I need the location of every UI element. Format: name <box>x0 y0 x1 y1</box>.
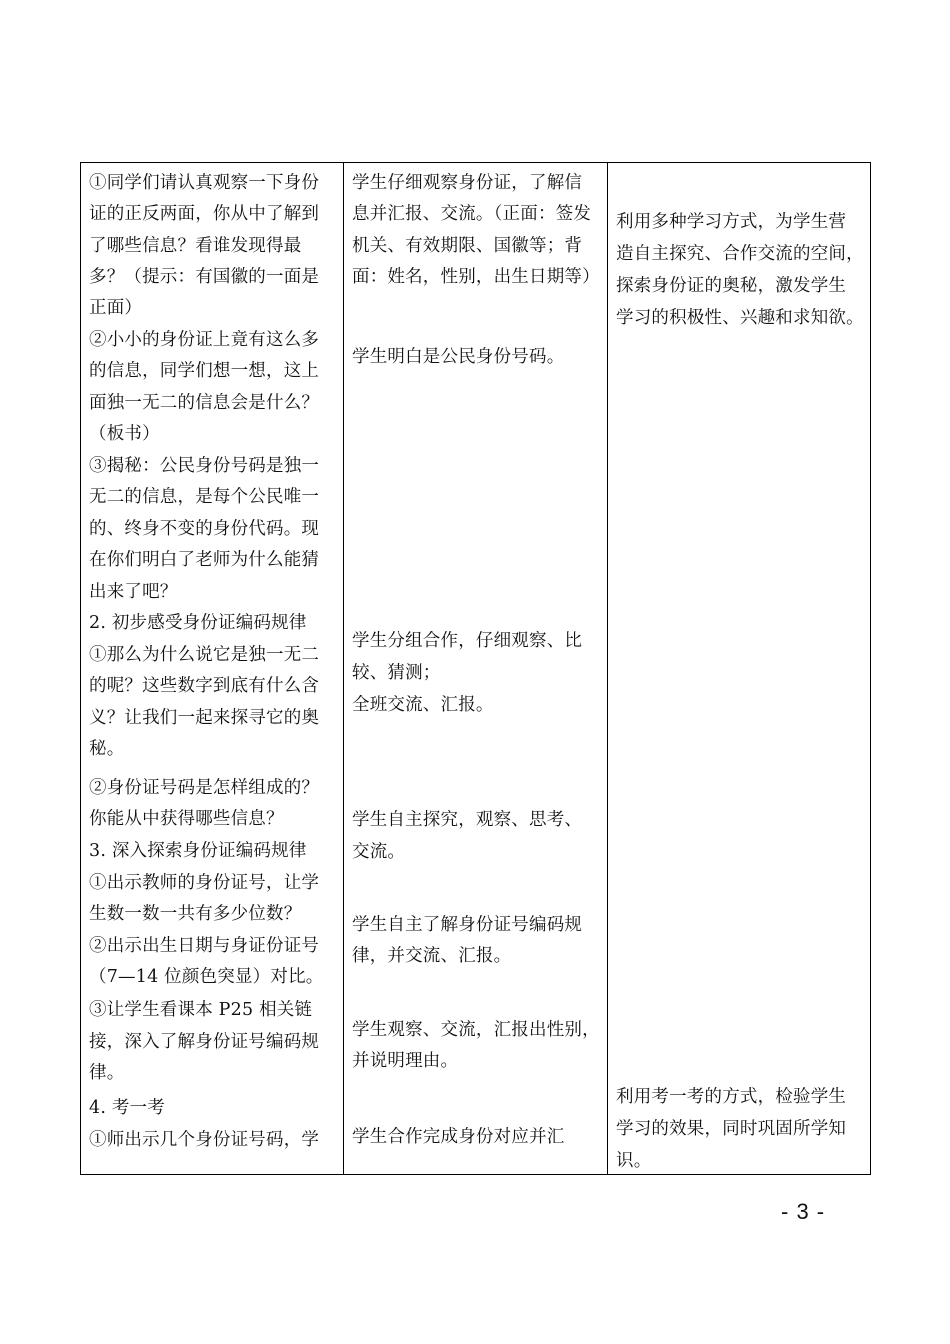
teacher-activity-line: 义？让我们一起来探寻它的奥 <box>89 708 320 728</box>
teacher-activity-line: ①那么为什么说它是独一无二 <box>89 645 320 665</box>
student-activity-line: 全班交流、汇报。 <box>352 695 494 715</box>
student-activity-line: 并说明理由。 <box>352 1051 459 1071</box>
student-activity-line: 面：姓名，性别，出生日期等） <box>352 267 600 287</box>
design-intent-line: 识。 <box>616 1151 652 1171</box>
teacher-activity-line: 证的正反两面，你从中了解到 <box>89 204 320 224</box>
teacher-activity-line: 在你们明白了老师为什么能猜 <box>89 550 320 570</box>
student-activity-line: 律，并交流、汇报。 <box>352 946 512 966</box>
teacher-activity-line: 无二的信息，是每个公民唯一 <box>89 487 320 507</box>
student-activity-line: 较、猜测； <box>352 663 441 683</box>
teacher-activity-line: （7—14 位颜色突显）对比。 <box>89 967 324 987</box>
student-activity-line: 学生合作完成身份对应并汇 <box>352 1127 565 1147</box>
page-number: - 3 - <box>781 1199 826 1224</box>
teacher-activity-line: 出来了吧？ <box>89 582 178 602</box>
teacher-activity-line: ①同学们请认真观察一下身份 <box>89 173 320 193</box>
teacher-activity-line: 了哪些信息？看谁发现得最 <box>89 236 302 256</box>
design-intent-line: 学习的积极性、兴趣和求知欲。 <box>616 308 864 328</box>
teacher-activity-line: 的呢？这些数字到底有什么含 <box>89 676 320 696</box>
teacher-activity-line: ③揭秘：公民身份号码是独一 <box>89 456 320 476</box>
design-intent-line: 造自主探究、合作交流的空间， <box>616 244 864 264</box>
student-activity-line: 学生分组合作，仔细观察、比 <box>352 631 583 651</box>
lesson-table <box>80 162 871 1175</box>
teacher-activity-line: 3. 深入探索身份证编码规律 <box>89 841 307 861</box>
teacher-activity-line: 4. 考一考 <box>89 1098 165 1118</box>
teacher-activity-line: 多？（提示：有国徽的一面是 <box>89 267 320 287</box>
student-activity-column <box>352 163 604 1174</box>
column-divider <box>343 163 344 1174</box>
student-activity-line: 学生自主探究，观察、思考、 <box>352 810 583 830</box>
teacher-activity-line: ②小小的身份证上竟有这么多 <box>89 330 320 350</box>
teacher-activity-line: 2. 初步感受身份证编码规律 <box>89 613 307 633</box>
teacher-activity-line: ②出示出生日期与身证份证号 <box>89 936 320 956</box>
teacher-activity-line: 秘。 <box>89 739 125 759</box>
student-activity-line: 学生明白是公民身份号码。 <box>352 347 565 367</box>
student-activity-line: 学生仔细观察身份证，了解信 <box>352 173 583 193</box>
teacher-activity-line: （板书） <box>89 424 160 444</box>
student-activity-line: 交流。 <box>352 842 406 862</box>
student-activity-line: 学生自主了解身份证号编码规 <box>352 915 583 935</box>
teacher-activity-line: 接，深入了解身份证号编码规 <box>89 1032 320 1052</box>
teacher-activity-column <box>89 163 339 1174</box>
teacher-activity-line: ②身份证号码是怎样组成的？ <box>89 778 320 798</box>
design-intent-line: 利用多种学习方式，为学生营 <box>616 212 847 232</box>
design-intent-column <box>616 163 866 1174</box>
teacher-activity-line: 的信息，同学们想一想，这上 <box>89 361 320 381</box>
design-intent-line: 探索身份证的奥秘，激发学生 <box>616 276 847 296</box>
teacher-activity-line: 你能从中获得哪些信息？ <box>89 809 284 829</box>
teacher-activity-line: 的、终身不变的身份代码。现 <box>89 519 320 539</box>
teacher-activity-line: ③让学生看课本 P25 相关链 <box>89 1000 313 1020</box>
student-activity-line: 学生观察、交流，汇报出性别， <box>352 1020 600 1040</box>
design-intent-line: 利用考一考的方式，检验学生 <box>616 1087 847 1107</box>
student-activity-line: 息并汇报、交流。（正面：签发 <box>352 204 592 224</box>
teacher-activity-line: ①出示教师的身份证号，让学 <box>89 873 320 893</box>
teacher-activity-line: 面独一无二的信息会是什么？ <box>89 393 320 413</box>
teacher-activity-line: ①师出示几个身份证号码，学 <box>89 1130 320 1150</box>
teacher-activity-line: 正面） <box>89 298 143 318</box>
teacher-activity-line: 律。 <box>89 1063 125 1083</box>
teacher-activity-line: 生数一数一共有多少位数？ <box>89 904 302 924</box>
design-intent-line: 学习的效果，同时巩固所学知 <box>616 1119 847 1139</box>
student-activity-line: 机关、有效期限、国徽等；背 <box>352 236 583 256</box>
column-divider <box>607 163 608 1174</box>
